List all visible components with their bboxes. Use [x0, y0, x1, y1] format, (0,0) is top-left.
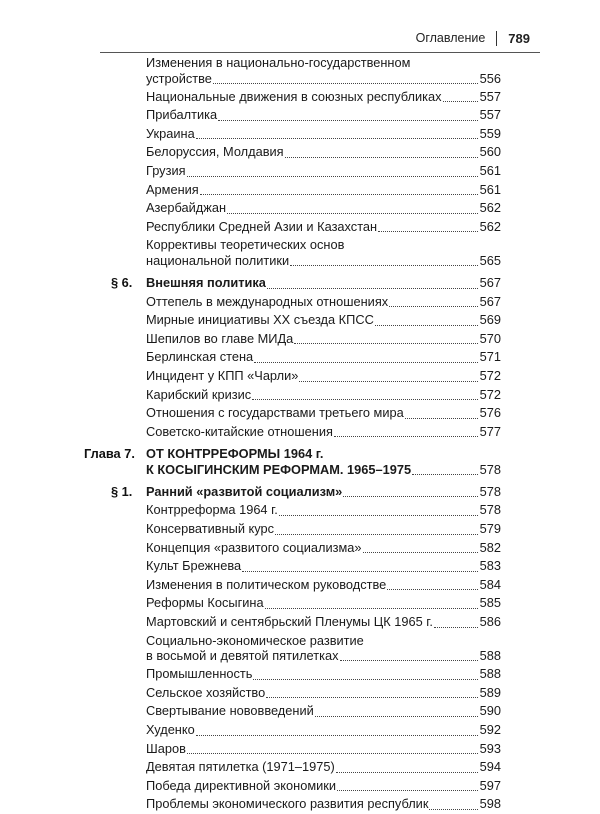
toc-entry-text: Республики Средней Азии и Казахстан	[146, 218, 378, 234]
toc-page-number: 597	[479, 777, 501, 793]
toc-entry-text: Грузия	[146, 162, 186, 178]
toc-row	[0, 576, 600, 595]
toc-entry-text: Белоруссия, Молдавия	[146, 144, 284, 160]
toc-section-heading	[0, 483, 600, 502]
toc-leader-dots	[429, 809, 477, 810]
toc-entry	[146, 143, 501, 162]
toc-entry-text: Культ Брежнева	[146, 558, 242, 574]
toc-leader-dots	[334, 436, 478, 437]
toc-entry-text: в восьмой и девятой пятилетках	[146, 648, 339, 664]
toc-page-number: 572	[479, 367, 501, 383]
toc-row	[0, 253, 600, 270]
toc-entry	[146, 348, 501, 367]
section-label: § 6.	[111, 274, 133, 290]
toc-entry	[146, 181, 501, 200]
toc-page-number: 567	[479, 293, 501, 309]
toc-entry-text: Промышленность	[146, 666, 253, 682]
toc-row	[0, 143, 600, 162]
toc-leader-dots	[254, 362, 477, 363]
header-rule	[100, 52, 540, 53]
toc-row	[0, 348, 600, 367]
section-label: § 1.	[111, 483, 133, 499]
toc-entry-text: Консервативный курс	[146, 521, 275, 537]
toc-leader-dots	[375, 325, 478, 326]
toc-row	[0, 236, 600, 253]
toc-leader-dots	[299, 381, 477, 382]
toc-row	[0, 557, 600, 576]
toc-entry-text: Проблемы экономического развития республик	[146, 796, 429, 812]
toc-entry	[146, 88, 501, 107]
toc-page-number: 593	[479, 740, 501, 756]
toc-leader-dots	[294, 343, 477, 344]
toc-entry-text: Берлинская стена	[146, 349, 254, 365]
toc-entry-text: Шепилов во главе МИДа	[146, 330, 294, 346]
toc-leader-dots	[266, 697, 477, 698]
toc-leader-dots	[252, 399, 477, 400]
toc-leader-dots	[443, 101, 478, 102]
toc-leader-dots	[267, 288, 478, 289]
toc-leader-dots	[187, 753, 478, 754]
toc-entry	[146, 740, 501, 759]
toc-row	[0, 740, 600, 759]
toc-entry-text: Сельское хозяйство	[146, 684, 266, 700]
toc-leader-dots	[363, 552, 478, 553]
toc-entry-text: Победа директивной экономики	[146, 777, 337, 793]
toc-page-number: 562	[479, 200, 501, 216]
toc-page-number: 561	[479, 162, 501, 178]
toc-leader-dots	[213, 83, 478, 84]
toc-entry	[146, 199, 501, 218]
toc-row	[0, 423, 600, 442]
toc-row	[0, 181, 600, 200]
toc-entry-text: Оттепель в международных отношениях	[146, 293, 389, 309]
toc-leader-dots	[343, 496, 477, 497]
toc-leader-dots	[340, 660, 478, 661]
chapter-label: Глава 7.	[84, 446, 135, 462]
toc-row	[0, 613, 600, 632]
toc-leader-dots	[285, 157, 478, 158]
toc-leader-dots	[253, 679, 477, 680]
toc-page-number: 588	[479, 648, 501, 664]
toc-row	[0, 632, 600, 649]
toc-entry	[146, 274, 501, 293]
toc-row	[0, 367, 600, 386]
toc-entry	[146, 539, 501, 558]
chapter-title-line-1: ОТ КОНТРРЕФОРМЫ 1964 г.	[146, 446, 324, 462]
toc-row	[0, 71, 600, 88]
toc-entry	[146, 71, 501, 88]
toc-leader-dots	[412, 474, 478, 475]
toc-row	[0, 404, 600, 423]
toc-entry-text: Прибалтика	[146, 107, 218, 123]
toc-page-number: 582	[479, 539, 501, 555]
toc-entry	[146, 423, 501, 442]
toc-row	[0, 758, 600, 777]
toc-entry-text: Изменения в национально-государственном	[146, 55, 411, 70]
toc-page-number: 557	[479, 88, 501, 104]
toc-chapter-heading	[0, 445, 600, 462]
toc-entry-text: национальной политики	[146, 253, 290, 269]
toc-row	[0, 218, 600, 237]
section-title: Внешняя политика	[146, 274, 266, 290]
toc-entry	[146, 520, 501, 539]
toc-row	[0, 539, 600, 558]
toc-page-number: 557	[479, 107, 501, 123]
toc-entry-text: Азербайджан	[146, 200, 227, 216]
toc-row	[0, 520, 600, 539]
toc-page-number: 567	[479, 274, 501, 290]
toc-leader-dots	[187, 176, 478, 177]
toc-page-number: 571	[479, 349, 501, 365]
toc-page-number: 583	[479, 558, 501, 574]
toc-row	[0, 702, 600, 721]
toc-page-number: 598	[479, 796, 501, 812]
toc-entry	[146, 576, 501, 595]
toc-leader-dots	[200, 194, 478, 195]
toc-page-number: 590	[479, 703, 501, 719]
toc-entry	[146, 162, 501, 181]
toc-entry-text: Худенко	[146, 722, 195, 737]
toc-row	[0, 721, 600, 740]
toc-entry	[146, 293, 501, 312]
toc-entry-text: Социально-экономическое развитие	[146, 632, 364, 648]
toc-entry-text: Мирные инициативы XX съезда КПСС	[146, 312, 374, 328]
table-of-contents	[0, 54, 600, 814]
toc-entry	[146, 404, 501, 423]
toc-leader-dots	[337, 790, 478, 791]
toc-entry	[146, 613, 501, 632]
toc-row	[0, 777, 600, 796]
toc-leader-dots	[387, 589, 477, 590]
toc-page-number: 569	[479, 312, 501, 328]
toc-leader-dots	[218, 120, 478, 121]
toc-page-number: 578	[479, 502, 501, 518]
toc-page-number: 585	[479, 595, 501, 611]
toc-page-number: 577	[479, 423, 501, 439]
toc-leader-dots	[434, 627, 478, 628]
toc-entry	[146, 758, 501, 777]
toc-page-number: 586	[479, 614, 501, 630]
toc-entry-text: Контрреформа 1964 г.	[146, 502, 278, 518]
toc-page-number: 561	[479, 181, 501, 197]
toc-entry	[146, 311, 501, 330]
toc-page-number: 578	[479, 483, 501, 499]
toc-entry	[146, 665, 501, 684]
toc-entry	[146, 483, 501, 502]
toc-page-number: 565	[479, 253, 501, 269]
toc-row	[0, 665, 600, 684]
toc-page-number: 560	[479, 144, 501, 160]
running-header	[416, 28, 530, 48]
toc-section-heading	[0, 274, 600, 293]
toc-page-number: 594	[479, 759, 501, 775]
toc-row	[0, 54, 600, 71]
toc-entry	[146, 218, 501, 237]
toc-leader-dots	[196, 138, 478, 139]
toc-leader-dots	[275, 534, 478, 535]
toc-entry-text: Украина	[146, 125, 195, 141]
toc-entry-text: Карибский кризис	[146, 386, 252, 402]
toc-entry	[146, 330, 501, 349]
toc-page-number: 578	[479, 462, 501, 478]
toc-entry	[146, 702, 501, 721]
header-title: Оглавление	[415, 31, 486, 45]
toc-entry	[146, 367, 501, 386]
toc-entry-text: Советско-китайские отношения	[146, 423, 333, 439]
toc-entry	[146, 557, 501, 576]
toc-page-number: 572	[479, 386, 501, 402]
toc-leader-dots	[389, 306, 477, 307]
toc-entry-text: Инцидент у КПП «Чарли»	[146, 367, 299, 383]
toc-row	[0, 594, 600, 613]
toc-row	[0, 648, 600, 665]
toc-row	[0, 88, 600, 107]
toc-entry	[146, 125, 501, 144]
toc-entry	[146, 648, 501, 665]
toc-leader-dots	[265, 608, 478, 609]
toc-row	[0, 795, 600, 814]
toc-row	[0, 684, 600, 703]
toc-page-number: 588	[479, 666, 501, 682]
toc-entry	[146, 594, 501, 613]
toc-entry	[146, 253, 501, 270]
toc-page-number: 559	[479, 125, 501, 141]
toc-leader-dots	[336, 772, 478, 773]
toc-page-number: 576	[479, 405, 501, 421]
toc-row	[0, 330, 600, 349]
toc-entry-text: Девятая пятилетка (1971–1975)	[146, 759, 335, 775]
toc-row	[0, 162, 600, 181]
toc-row	[0, 386, 600, 405]
toc-leader-dots	[196, 735, 478, 736]
toc-row	[0, 501, 600, 520]
toc-entry-text: Свертывание нововведений	[146, 703, 314, 719]
toc-entry	[146, 462, 501, 479]
chapter-title-line-2: К КОСЫГИНСКИМ РЕФОРМАМ. 1965–1975	[146, 462, 412, 478]
toc-entry-text: Коррективы теоретических основ	[146, 237, 345, 253]
toc-row	[0, 199, 600, 218]
toc-leader-dots	[290, 265, 478, 266]
toc-entry	[146, 501, 501, 520]
toc-page-number: 579	[479, 521, 501, 537]
toc-entry	[146, 721, 501, 740]
toc-entry-text: устройстве	[146, 70, 212, 86]
toc-page-number: 589	[479, 684, 501, 700]
toc-leader-dots	[315, 716, 478, 717]
toc-entry-text: Концепция «развитого социализма»	[146, 539, 362, 555]
header-separator	[496, 31, 497, 46]
toc-chapter-heading	[0, 462, 600, 479]
toc-entry	[146, 106, 501, 125]
toc-leader-dots	[405, 418, 478, 419]
toc-leader-dots	[227, 213, 478, 214]
toc-page-number: 562	[479, 218, 501, 234]
toc-leader-dots	[279, 515, 478, 516]
toc-page-number: 592	[479, 722, 501, 737]
toc-page-number: 584	[479, 576, 501, 592]
toc-entry-text: Мартовский и сентябрьский Пленумы ЦК 1965 г.	[146, 614, 433, 630]
toc-page-number: 570	[479, 330, 501, 346]
toc-entry	[146, 386, 501, 405]
toc-entry-text: Национальные движения в союзных республиках	[146, 88, 442, 104]
toc-row	[0, 106, 600, 125]
toc-leader-dots	[242, 571, 478, 572]
toc-row	[0, 125, 600, 144]
toc-entry	[146, 684, 501, 703]
toc-entry-text: Шаров	[146, 740, 186, 756]
toc-row	[0, 311, 600, 330]
toc-entry-text: Изменения в политическом руководстве	[146, 576, 387, 592]
toc-leader-dots	[378, 231, 478, 232]
toc-row	[0, 293, 600, 312]
header-page-number: 789	[508, 30, 530, 46]
toc-page-number: 556	[479, 70, 501, 86]
toc-entry-text: Армения	[146, 181, 199, 197]
toc-entry	[146, 777, 501, 796]
section-title: Ранний «развитой социализм»	[146, 483, 343, 499]
toc-entry-text: Отношения с государствами третьего мира	[146, 405, 404, 421]
toc-entry	[146, 795, 501, 814]
toc-entry-text: Реформы Косыгина	[146, 595, 264, 611]
